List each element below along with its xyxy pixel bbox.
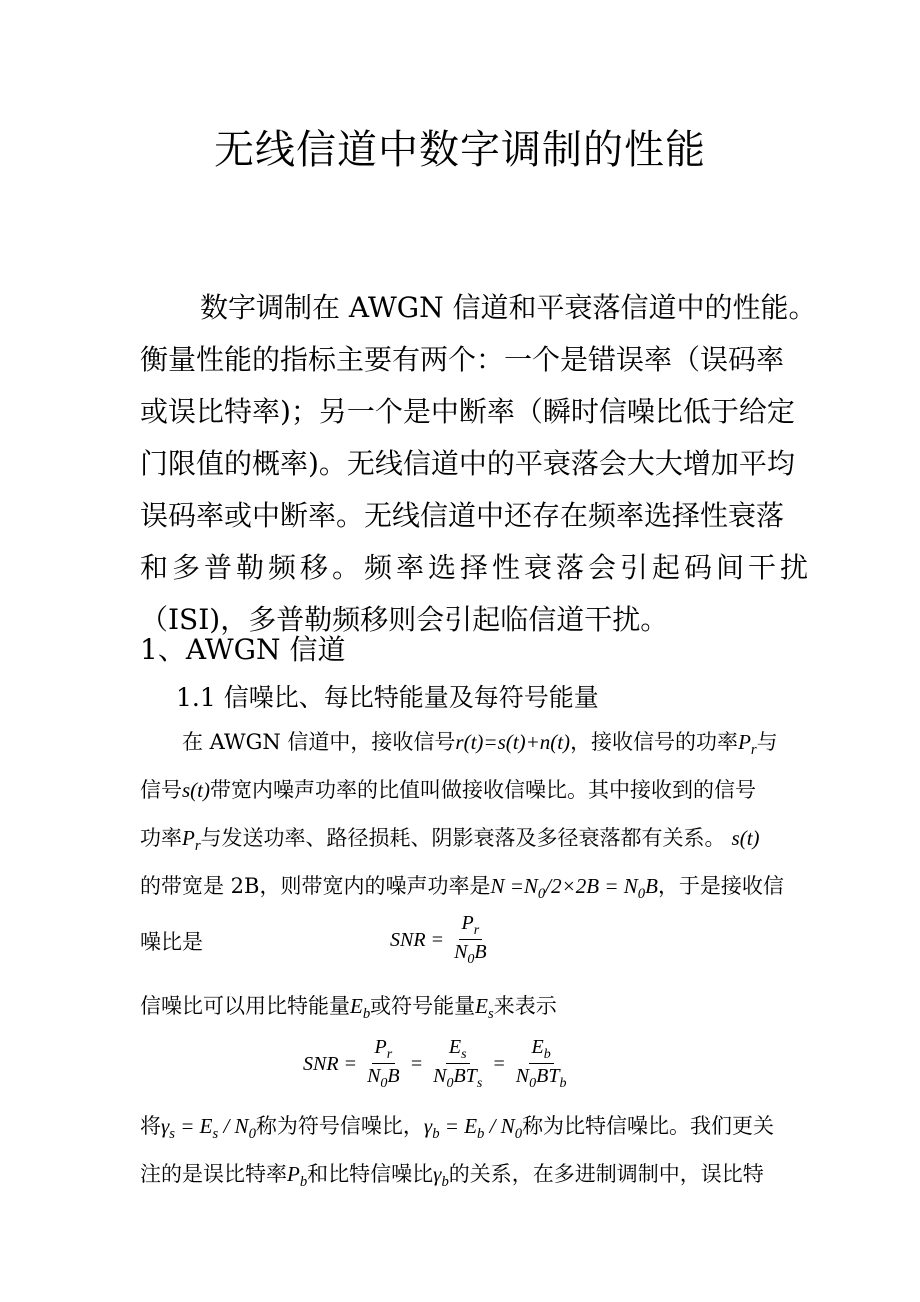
body-text: 的带宽是 2B，则带宽内的噪声功率是: [140, 874, 491, 898]
body-line-8: [140, 1158, 764, 1191]
body-line-1: [182, 726, 778, 759]
body-line-2: [140, 774, 756, 804]
symbol-pr: $P_r$: [182, 826, 201, 855]
body-text: ，于是接收信: [657, 874, 784, 898]
paragraph-line: （ISI)，多普勒频移则会引起临信道干扰。: [140, 603, 669, 636]
body-line-6: [140, 990, 557, 1023]
body-line-3: [140, 822, 760, 855]
paragraph-line: 或误比特率)；另一个是中断率（瞬时信噪比低于给定: [140, 395, 795, 428]
section-heading: 1、AWGN 信道: [140, 633, 346, 666]
body-text: 带宽内噪声功率的比值叫做接收信噪比。其中接收到的信号: [210, 778, 756, 802]
body-text: 信号: [140, 778, 182, 802]
body-line-4: [140, 870, 784, 903]
equation-received-signal: r(t)=s(t)+n(t): [455, 730, 571, 754]
equation-gamma-s: $\gamma_s = E_s / N_0$: [161, 1114, 256, 1143]
page-title: 无线信道中数字调制的性能: [214, 127, 706, 173]
body-text: 注的是误比特率: [140, 1162, 287, 1186]
body-text: 来表示: [493, 994, 557, 1018]
body-text: 称为比特信噪比。我们更关: [522, 1114, 775, 1138]
body-text: 与发送功率、路径损耗、阴影衰落及多径衰落都有关系。: [200, 826, 726, 850]
body-text: 和比特信噪比: [307, 1162, 434, 1186]
symbol-es: $E_s$: [475, 994, 494, 1023]
body-text: 称为符号信噪比，: [255, 1114, 424, 1138]
body-text: 噪比是: [140, 930, 203, 954]
equation-gamma-b: $\gamma_b = E_b / N_0$: [423, 1114, 523, 1143]
body-line-7: [140, 1110, 774, 1143]
body-text: 将: [140, 1114, 161, 1138]
equation-noise-power: $N =N_0/2\times 2B = N_0B$: [490, 874, 658, 903]
symbol-pr: $P_r$: [738, 730, 757, 759]
body-text: 功率: [140, 826, 182, 850]
body-text: 信噪比可以用比特能量: [140, 994, 350, 1018]
equation-snr-energy: SNR = $\frac{P_r}{N_0B}$ = $\frac{E_s}{N_0BT_s}$ = $\frac{E_b}{N_0BT_b}$: [303, 1036, 567, 1092]
paragraph-line: 门限值的概率)。无线信道中的平衰落会大大增加平均: [140, 447, 795, 480]
symbol-gamma-b: $\gamma_b$: [433, 1162, 449, 1191]
paragraph-line: 衡量性能的指标主要有两个：一个是错误率（误码率: [140, 343, 785, 376]
subsection-heading: 1.1 信噪比、每比特能量及每符号能量: [176, 683, 599, 712]
body-line-5: [140, 918, 203, 954]
paragraph-line: 数字调制在 AWGN 信道和平衰落信道中的性能。: [200, 291, 817, 324]
body-text: 在 AWGN 信道中，接收信号: [182, 730, 456, 754]
equation-snr: SNR = $\frac{P_r}{N_0B}$: [390, 912, 487, 968]
body-text: 的关系，在多进制调制中，误比特: [448, 1162, 764, 1186]
body-text: 或符号能量: [370, 994, 476, 1018]
symbol-pb: $P_b$: [287, 1162, 308, 1191]
paragraph-line: 误码率或中断率。无线信道中还存在频率选择性衰落: [140, 499, 785, 532]
paragraph-line: 和多普勒频移。频率选择性衰落会引起码间干扰: [140, 551, 813, 584]
symbol-st: s(t): [731, 826, 760, 850]
body-text: 与: [756, 730, 778, 754]
body-text: ，接收信号的功率: [570, 730, 739, 754]
symbol-eb: $E_b$: [350, 994, 371, 1023]
symbol-st: s(t): [182, 778, 210, 802]
